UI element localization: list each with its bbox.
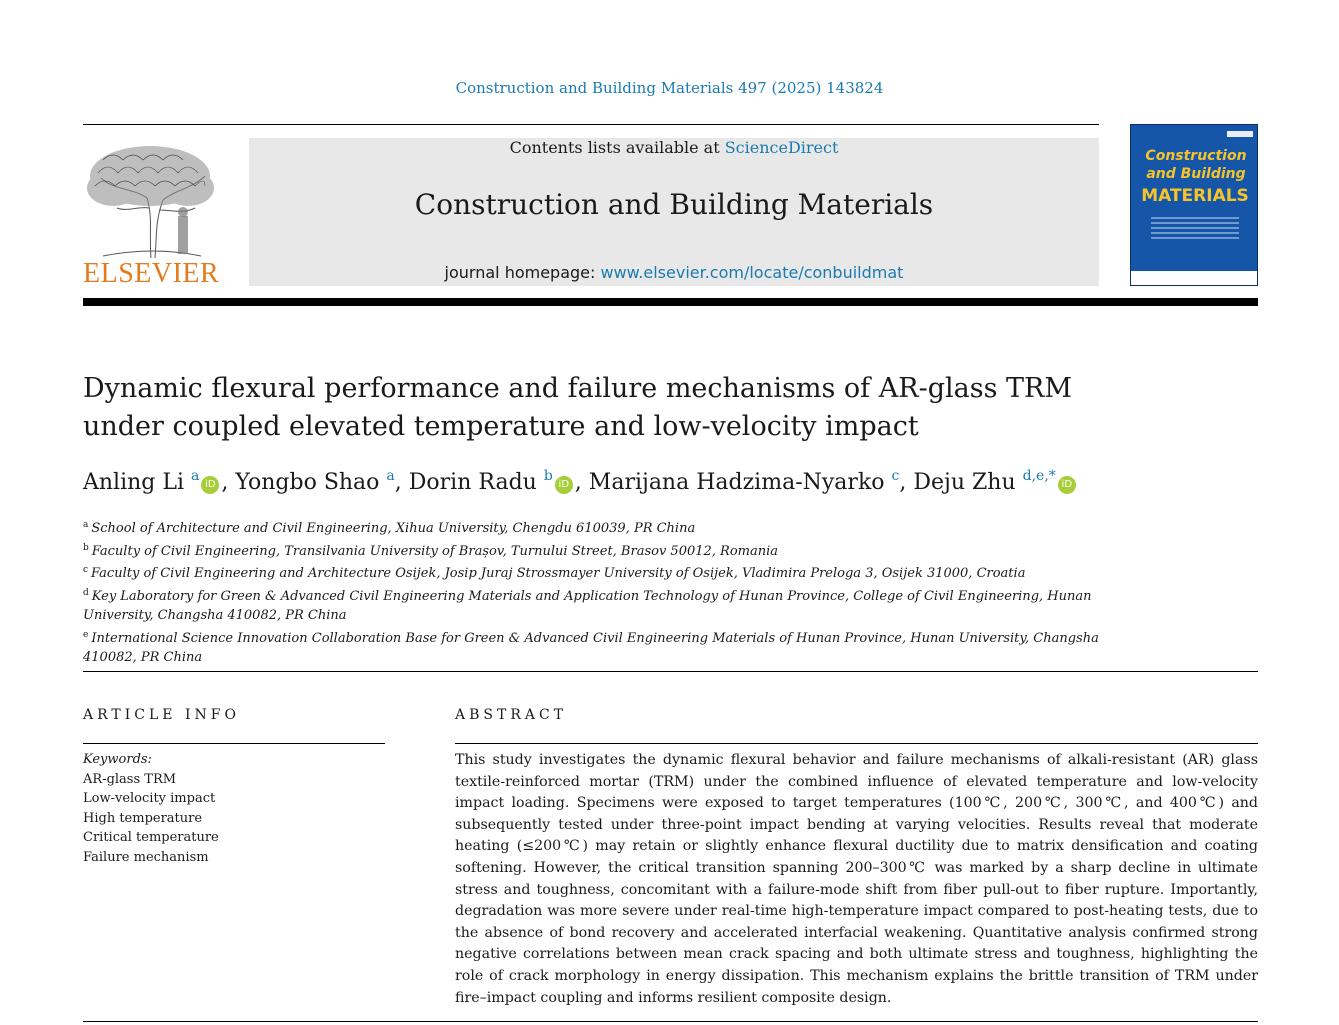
author-name[interactable]: Marijana Hadzima-Nyarko <box>588 470 885 495</box>
affiliation-letter: d <box>83 587 89 598</box>
cover-logo-mark <box>1227 131 1253 137</box>
keyword-item: Failure mechanism <box>83 849 209 865</box>
author-list <box>83 468 1258 495</box>
abstract-heading: ABSTRACT <box>455 707 568 723</box>
author-separator: , <box>394 470 409 495</box>
orcid-icon[interactable]: iD <box>1058 476 1076 494</box>
article-title: Dynamic flexural performance and failure mechanisms of AR-glass TRM under coupled elevated temperature and low-velocity impact <box>83 373 1073 442</box>
affiliation-letter: a <box>83 520 89 530</box>
affiliation-item <box>83 584 1103 626</box>
orcid-icon[interactable]: iD <box>555 476 573 494</box>
author-name[interactable]: Deju Zhu <box>913 470 1016 495</box>
article-info-heading: ARTICLE INFO <box>83 707 240 723</box>
cover-text-line <box>1151 222 1239 224</box>
cover-materials: MATERIALS <box>1141 186 1249 206</box>
abstract-rule <box>455 743 1258 744</box>
author-name[interactable]: Yongbo Shao <box>235 470 380 495</box>
keywords-block <box>83 750 383 867</box>
contents-line <box>249 138 1099 157</box>
author-affiliation-marker[interactable]: a <box>386 468 395 484</box>
cover-text-line <box>1151 237 1239 239</box>
journal-homepage-link[interactable]: www.elsevier.com/locate/conbuildmat <box>600 263 904 282</box>
journal-cover[interactable] <box>1130 124 1258 286</box>
affiliation-text: International Science Innovation Collaboration Base for Green & Advanced Civil Engineering Materials of Hunan Province, Hunan University, Changsha 410082, PR China <box>83 630 1099 665</box>
author-separator: , <box>899 470 914 495</box>
author-name[interactable]: Anling Li <box>83 470 185 495</box>
section-rule <box>83 671 1258 672</box>
affiliation-text: School of Architecture and Civil Engineering, Xihua University, Chengdu 610039, PR China <box>91 521 696 536</box>
author-affiliation-marker[interactable]: d,e,* <box>1022 468 1056 484</box>
cover-footer <box>1131 271 1257 285</box>
affiliations-list <box>83 516 1103 668</box>
keyword-item: Critical temperature <box>83 830 219 845</box>
keywords-label: Keywords: <box>83 752 152 767</box>
affiliation-item <box>83 561 1103 584</box>
affiliation-letter: c <box>83 565 89 575</box>
journal-name: Construction and Building Materials <box>414 188 934 221</box>
author-separator: , <box>574 470 589 495</box>
keyword-item: Low-velocity impact <box>83 791 216 806</box>
affiliation-item <box>83 539 1103 562</box>
keywords-list <box>83 770 383 868</box>
author-affiliation-marker[interactable]: a <box>191 468 200 484</box>
affiliation-letter: e <box>83 629 89 640</box>
homepage-line <box>249 263 1099 282</box>
sciencedirect-link[interactable]: ScienceDirect <box>724 138 839 157</box>
keyword-item: High temperature <box>83 810 203 826</box>
cover-text-line <box>1151 232 1239 234</box>
affiliation-text: Key Laboratory for Green & Advanced Civil Engineering Materials and Application Technology of Hunan Province, College of Civil Engineering, Hunan University, Changsha 410082, PR China <box>83 588 1092 623</box>
contents-prefix: Contents lists available at <box>509 138 725 157</box>
affiliation-letter: b <box>83 542 89 553</box>
cover-text-line <box>1151 217 1239 219</box>
affiliation-text: Faculty of Civil Engineering, Transilvania University of Brașov, Turnului Street, Brasov 50012, Romania <box>91 543 779 559</box>
orcid-icon[interactable]: iD <box>201 476 219 494</box>
affiliation-item <box>83 516 1103 539</box>
header-thick-rule <box>83 298 1258 306</box>
cover-title: Construction and Building <box>1145 148 1247 182</box>
keyword-item: AR-glass TRM <box>83 771 177 787</box>
author-affiliation-marker[interactable]: b <box>543 468 553 484</box>
affiliation-item <box>83 626 1103 668</box>
cover-text-line <box>1151 227 1239 229</box>
homepage-prefix: journal homepage: <box>444 263 601 282</box>
author-separator: , <box>221 470 236 495</box>
abstract-text: This study investigates the dynamic flexural behavior and failure mechanisms of alkali-resistant (AR) glass textile-reinforced mortar (TRM) under the combined influence of elevated temperature and low-velocity impact loading. Specimens were exposed to target temperatures (100℃, 200℃, 300℃, and 400℃) and subsequently tested under three-point impact bending at varying velocities. Results reveal that moderate heating (≤200℃) may retain or slightly enhance flexural ductility due to matrix densification and coating softening. However, the critical transition spanning 200–300℃ was marked by a sharp decline in ultimate stress and toughness, concomitant with a failure-mode shift from fiber pull-out to fiber rupture. Importantly, degradation was more severe under real-time high-temperature impact compared to post-heating tests, due to the absence of bond recovery and accelerated interfacial weakening. Quantitative analysis confirmed strong negative correlations between mean crack spacing and both ultimate stress and toughness, highlighting the role of crack morphology in energy dissipation. This mechanism explains the brittle transition of TRM under fire–impact coupling and informs resilient composite design. <box>455 752 1258 1006</box>
running-head[interactable]: Construction and Building Materials 497 (2025) 143824 <box>455 79 884 97</box>
article-info-rule <box>83 743 385 744</box>
author-affiliation-marker[interactable]: c <box>891 468 900 484</box>
top-rule <box>83 124 1099 125</box>
affiliation-text: Faculty of Civil Engineering and Architecture Osijek, Josip Juraj Strossmayer University of Osijek, Vladimira Preloga 3, Osijek 31000, Croatia <box>91 566 1026 581</box>
bottom-rule <box>83 1021 1258 1022</box>
author-name[interactable]: Dorin Radu <box>408 470 537 495</box>
publisher-name[interactable]: ELSEVIER <box>83 258 220 289</box>
